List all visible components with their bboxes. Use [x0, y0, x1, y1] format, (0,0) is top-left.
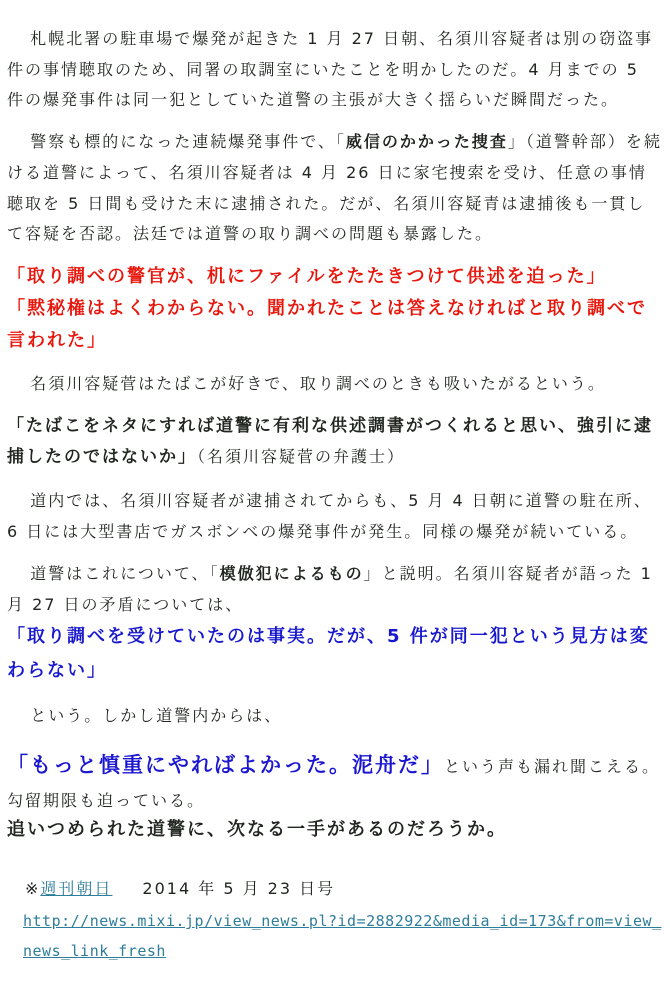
- paragraph-tobacco: 名須川容疑菅はたばこが好きで、取り調べのときも吸いたがるという。: [30, 374, 606, 394]
- paragraph-investigation-post: 」（道警幹部）を続ける道警によって、名須川容疑者は 4 月 26 日に家宅捜索を受け、任意の事情聴取を 5 日間も受けた末に逮捕された。だが、名須川容疑青は逮捕後も一貫して容疑を否認。法廷では道警の取り調べの問題も暴露した。: [7, 132, 662, 244]
- paragraph-closing-question: 追いつめられた道警に、次なる一手があるのだろうか。: [7, 819, 507, 841]
- source-marker: ※: [25, 878, 41, 898]
- source-link-weekly-asahi[interactable]: 週刊朝日: [40, 878, 113, 898]
- paragraph-investigation-pre: 警察も標的になった連続爆発事件で、「: [30, 132, 346, 152]
- blue-quote-police-stance: 「取り調べを受けていたのは事実。だが、5 件が同一犯という見方は変わらない」: [7, 626, 650, 681]
- paragraph-police-explanation-post: 」と説明。名須川容疑者が語った 1 月 27 日の矛盾については、: [7, 563, 653, 614]
- lawyer-quote-line: [7, 411, 662, 474]
- red-quote-silence-right: 「黙秘権はよくわからない。聞かれたことは答えなければと取り調べで言われた」: [7, 298, 647, 352]
- paragraph-investigation: [7, 127, 662, 250]
- quote-prestige-investigation: 威信のかかった捜査: [345, 132, 508, 152]
- paragraph-however: という。しかし道警内からは、: [30, 706, 283, 726]
- paragraph-detention-deadline: 勾留期限も迫っている。: [7, 791, 206, 810]
- article-url-link[interactable]: http://news.mixi.jp/view_news.pl?id=2882922&media_id=173&from=view_news_link_fresh: [23, 912, 662, 961]
- red-quote-interrogation: 「取り調べの警官が、机にファイルをたたきつけて供述を迫った」: [7, 266, 607, 288]
- big-blue-quote-line: [7, 743, 662, 787]
- issue-date: 2014 年 5 月 23 日号: [142, 878, 336, 898]
- red-quote-block: [7, 261, 662, 357]
- paragraph-incident-reveal: 札幌北署の駐車場で爆発が起きた 1 月 27 日朝、名須川容疑者は別の窃盗事件の事情聴取のため、同署の取調室にいたことを明かしたのだ。4 月までの 5 件の爆発事件は同一犯としていた道警の主張が大きく揺らいだ瞬間だった。: [7, 29, 654, 110]
- paragraph-new-explosions: 道内では、名須川容疑者が逮捕されてからも、5 月 4 日朝に道警の駐在所、6 日には大型書店でガスボンベの爆発事件が発生。同様の爆発が続いている。: [7, 491, 652, 542]
- lawyer-quote-attribution: （名須川容疑菅の弁護士）: [197, 447, 406, 467]
- quote-copycat: 模倣犯によるもの: [219, 563, 364, 583]
- big-blue-quote-after: という声も漏れ聞こえる。: [444, 756, 661, 776]
- lawyer-quote: 「たばこをネタにすれば道警に有利な供述調書がつくれると思い、強引に逮捕したのではないか」: [7, 415, 653, 468]
- paragraph-police-explanation-pre: 道警はこれについて、「: [30, 563, 220, 583]
- source-line: [7, 874, 662, 904]
- big-blue-quote-mud-boat: 「もっと慎重にやればよかった。泥舟だ」: [7, 752, 444, 777]
- paragraph-police-explanation: [7, 559, 662, 620]
